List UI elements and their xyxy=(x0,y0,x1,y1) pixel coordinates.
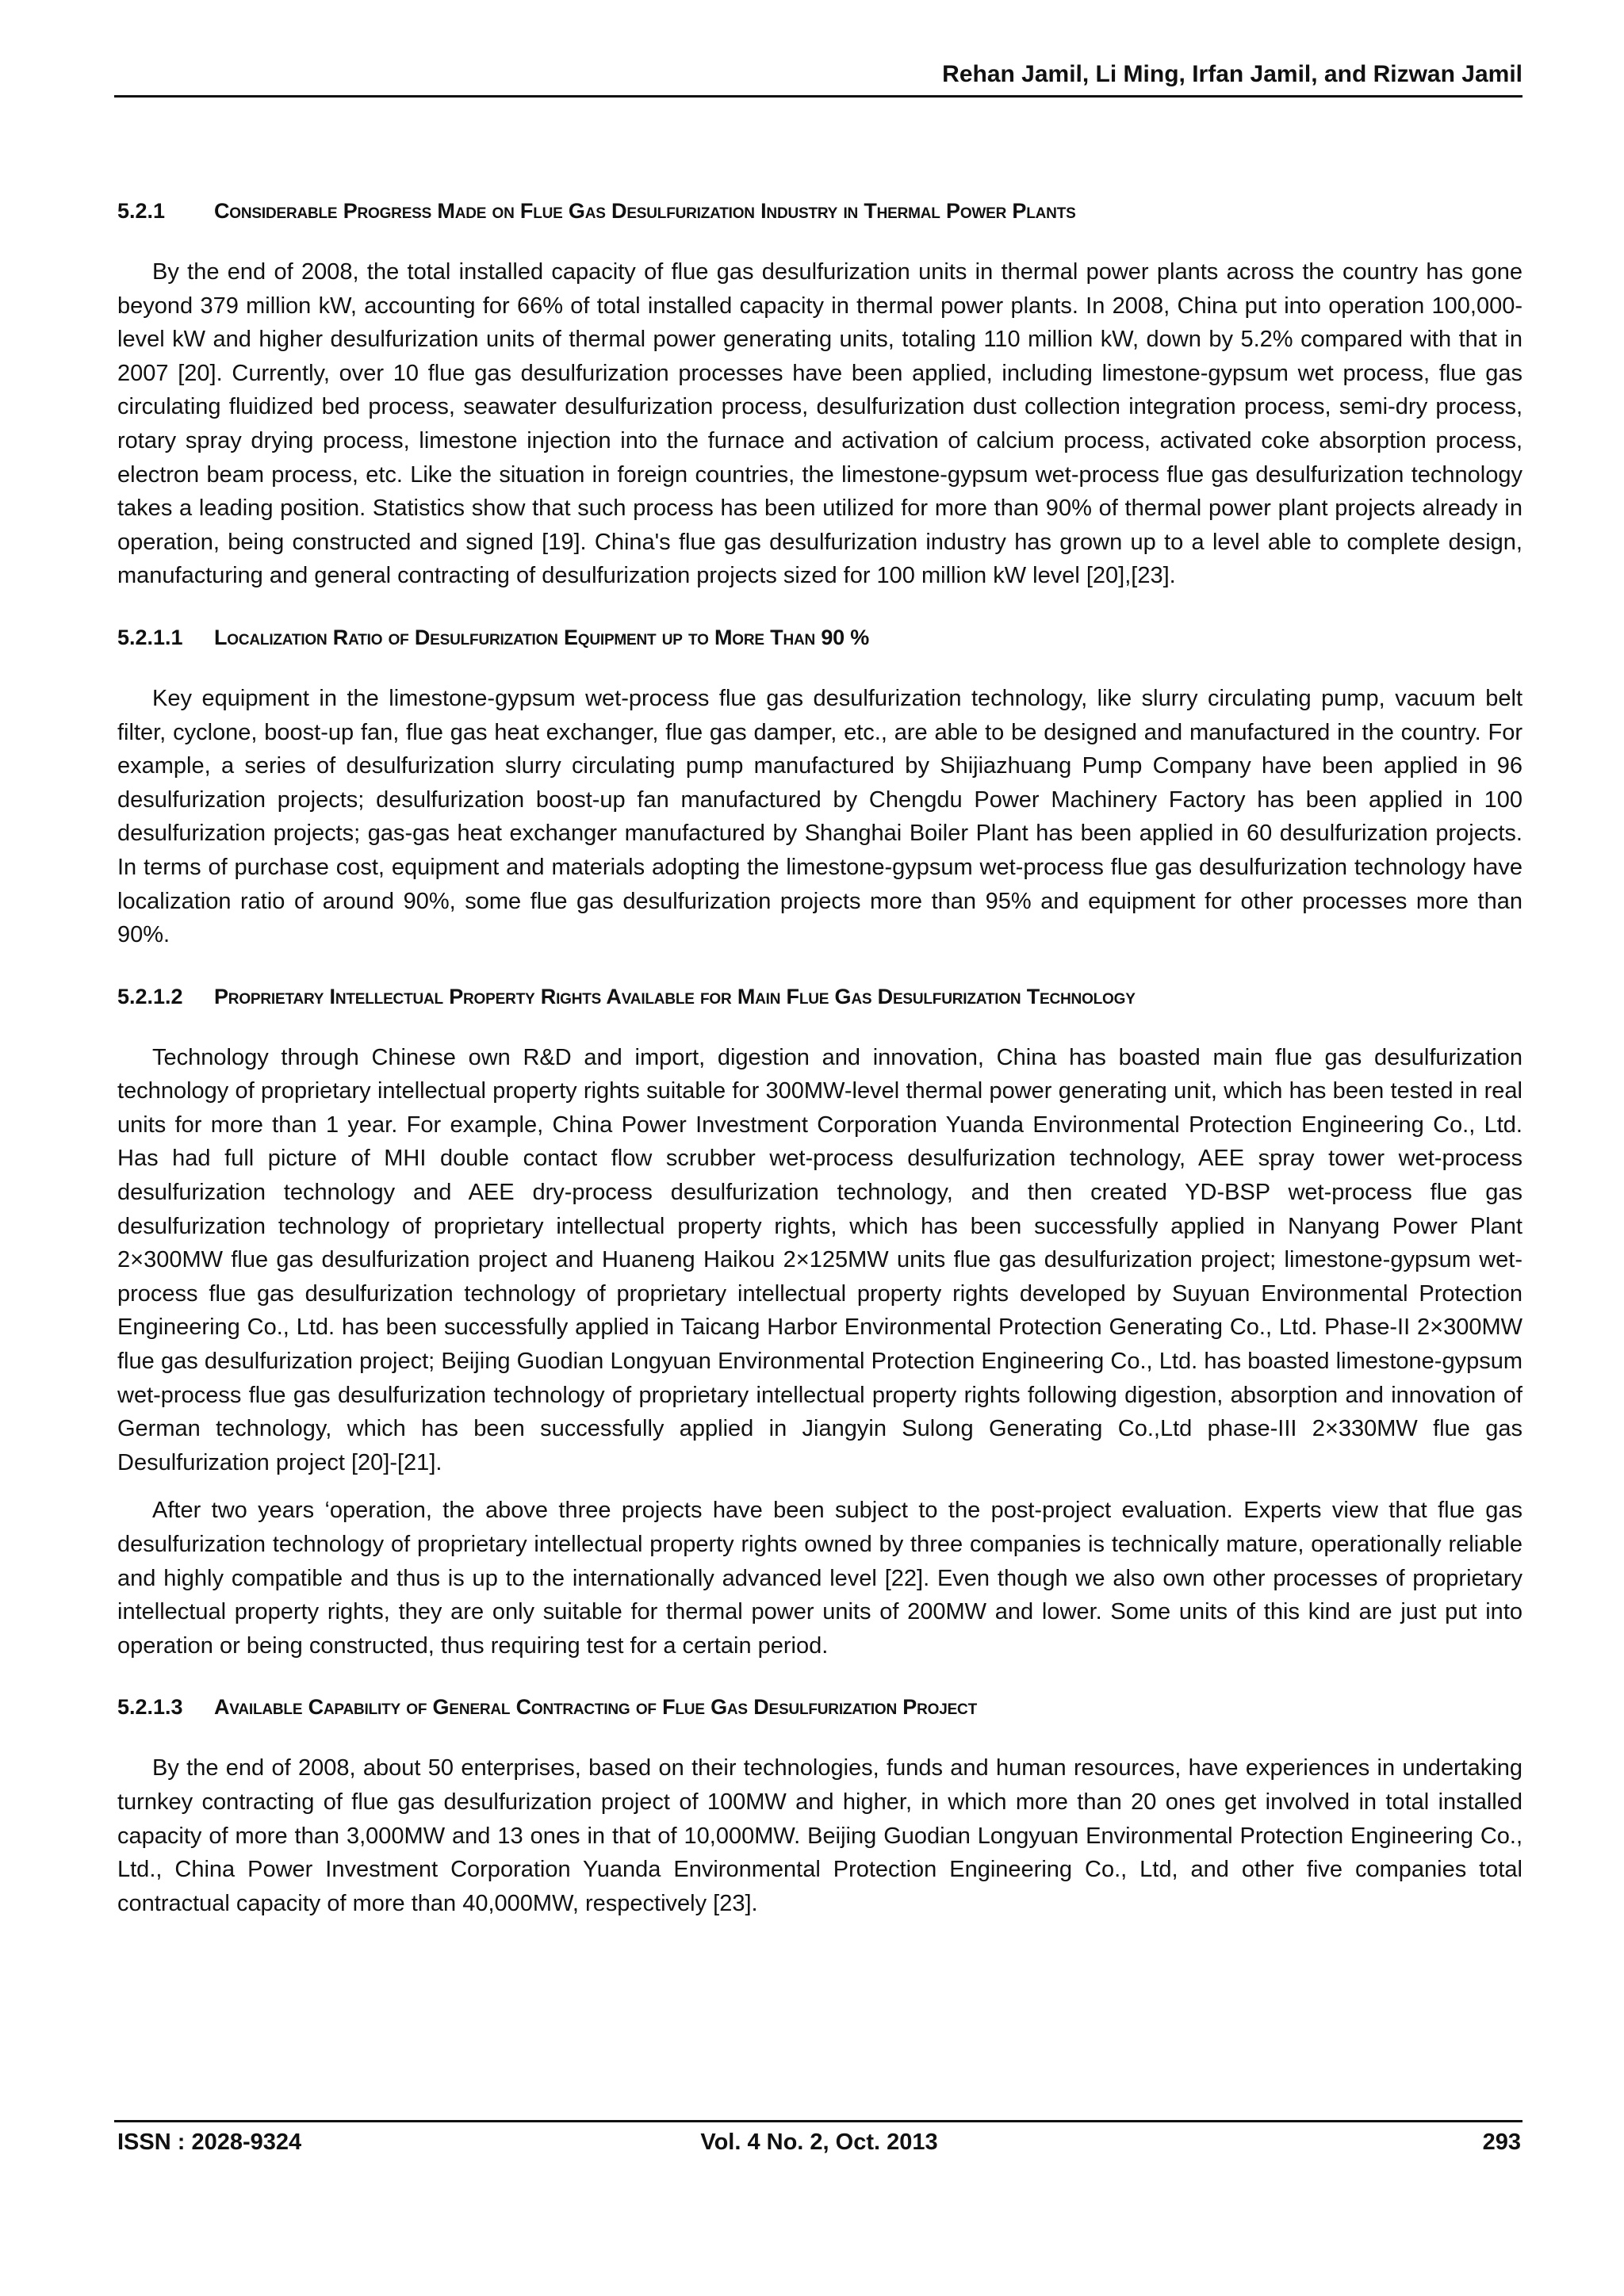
body-paragraph: Technology through Chinese own R&D and import, digestion and innovation, China has boasted main flue gas desulfurization technology of proprietary intellectual property rights suitable for 300MW-level thermal power generating unit, which has been tested in real units for more than 1 year. For example, China Power Investment Corporation Yuanda Environmental Protection Engineering Co., Ltd. Has had full picture of MHI double contact flow scrubber wet-process desulfurization technology, AEE spray tower wet-process desulfurization technology and AEE dry-process desulfurization technology, and then created YD-BSP wet-process flue gas desulfurization technology of proprietary intellectual property rights, which has been successfully applied in Nanyang Power Plant 2×300MW flue gas desulfurization project and Huaneng Haikou 2×125MW units flue gas desulfurization project; limestone-gypsum wet-process flue gas desulfurization technology of proprietary intellectual property rights developed by Suyuan Environmental Protection Engineering Co., Ltd. has been successfully applied in Taicang Harbor Environmental Protection Generating Co., Ltd. Phase-II 2×300MW flue gas desulfurization project; Beijing Guodian Longyuan Environmental Protection Engineering Co., Ltd. has boasted limestone-gypsum wet-process flue gas desulfurization technology of proprietary intellectual property rights following digestion, absorption and innovation of German technology, which has been successfully applied in Jiangyin Sulong Generating Co.,Ltd phase-III 2×330MW flue gas Desulfurization project [20]-[21]. xyxy=(117,1044,1522,1475)
page-footer xyxy=(117,2126,1521,2158)
section-heading-5-2-1-1 xyxy=(117,623,1522,652)
body-paragraph: By the end of 2008, about 50 enterprises, based on their technologies, funds and human resources, have experiences in undertaking turnkey contracting of flue gas desulfurization project of 100MW and higher, in which more than 20 ones get involved in total installed capacity of more than 3,000MW and 13 ones in that of 10,000MW. Beijing Guodian Longyuan Environmental Protection Engineering Co., Ltd., China Power Investment Corporation Yuanda Environmental Protection Engineering Co., Ltd, and other five companies total contractual capacity of more than 40,000MW, respectively [23]. xyxy=(117,1755,1522,1916)
body-paragraph: By the end of 2008, the total installed capacity of flue gas desulfurization units in thermal power plants across the country has gone beyond 379 million kW, accounting for 66% of total installed capacity in thermal power plants. In 2008, China put into operation 100,000-level kW and higher desulfurization units of thermal power generating units, totaling 110 million kW, down by 5.2% compared with that in 2007 [20]. Currently, over 10 flue gas desulfurization processes have been applied, including limestone-gypsum wet process, flue gas circulating fluidized bed process, seawater desulfurization process, desulfurization dust collection integration process, semi-dry process, rotary spray drying process, limestone injection into the furnace and activation of calcium process, activated coke absorption process, electron beam process, etc. Like the situation in foreign countries, the limestone-gypsum wet-process flue gas desulfurization technology takes a leading position. Statistics show that such process has been utilized for more than 90% of thermal power plant projects already in operation, being constructed and signed [19]. China's flue gas desulfurization industry has grown up to a level able to complete design, manufacturing and general contracting of desulfurization projects sized for 100 million kW level [20],[23]. xyxy=(117,259,1522,589)
footer-divider xyxy=(114,2120,1522,2122)
section-number: 5.2.1 xyxy=(117,199,166,223)
body-paragraph: Key equipment in the limestone-gypsum wet-process flue gas desulfurization technology, like slurry circulating pump, vacuum belt filter, cyclone, boost-up fan, flue gas heat exchanger, flue gas damper, etc., are able to be designed and manufactured in the country. For example, a series of desulfurization slurry circulating pump manufactured by Shijiazhuang Pump Company have been applied in 96 desulfurization projects; desulfurization boost-up fan manufactured by Chengdu Power Machinery Factory has been applied in 100 desulfurization projects; gas-gas heat exchanger manufactured by Shanghai Boiler Plant has been applied in 60 desulfurization projects. In terms of purchase cost, equipment and materials adopting the limestone-gypsum wet-process flue gas desulfurization technology have localization ratio of around 90%, some flue gas desulfurization projects more than 95% and equipment for other processes more than 90%. xyxy=(117,685,1522,948)
section-number: 5.2.1.3 xyxy=(117,1695,183,1720)
section-heading-5-2-1 xyxy=(117,197,1522,225)
running-header-authors: Rehan Jamil, Li Ming, Irfan Jamil, and Rizwan Jamil xyxy=(942,61,1522,87)
section-title: Proprietary Intellectual Property Rights Available for Main Flue Gas Desulfurization Technology xyxy=(214,984,1136,1008)
article-body xyxy=(117,197,1522,1950)
body-paragraph: After two years ‘operation, the above three projects have been subject to the post-project evaluation. Experts view that flue gas desulfurization technology of proprietary intellectual property rights owned by three companies is technically mature, operationally reliable and highly compatible and thus is up to the internationally advanced level [22]. Even though we also own other processes of proprietary intellectual property rights, they are only suitable for thermal power units of 200MW and lower. Some units of this kind are just put into operation or being constructed, thus requiring test for a certain period. xyxy=(117,1498,1522,1659)
section-heading-5-2-1-2 xyxy=(117,982,1522,1011)
section-title: Available Capability of General Contracting of Flue Gas Desulfurization Project xyxy=(214,1695,977,1720)
section-title: Localization Ratio of Desulfurization Equipment up to More Than 90 % xyxy=(214,625,870,649)
section-number: 5.2.1.2 xyxy=(117,984,183,1008)
section-heading-5-2-1-3 xyxy=(117,1693,1522,1721)
footer-volume: Vol. 4 No. 2, Oct. 2013 xyxy=(700,2130,938,2155)
page-number: 293 xyxy=(1482,2130,1521,2155)
footer-issn: ISSN : 2028-9324 xyxy=(117,2130,302,2155)
header-divider xyxy=(114,95,1522,98)
section-title: Considerable Progress Made on Flue Gas Desulfurization Industry in Thermal Power Plants xyxy=(214,199,1076,223)
section-number: 5.2.1.1 xyxy=(117,625,183,649)
